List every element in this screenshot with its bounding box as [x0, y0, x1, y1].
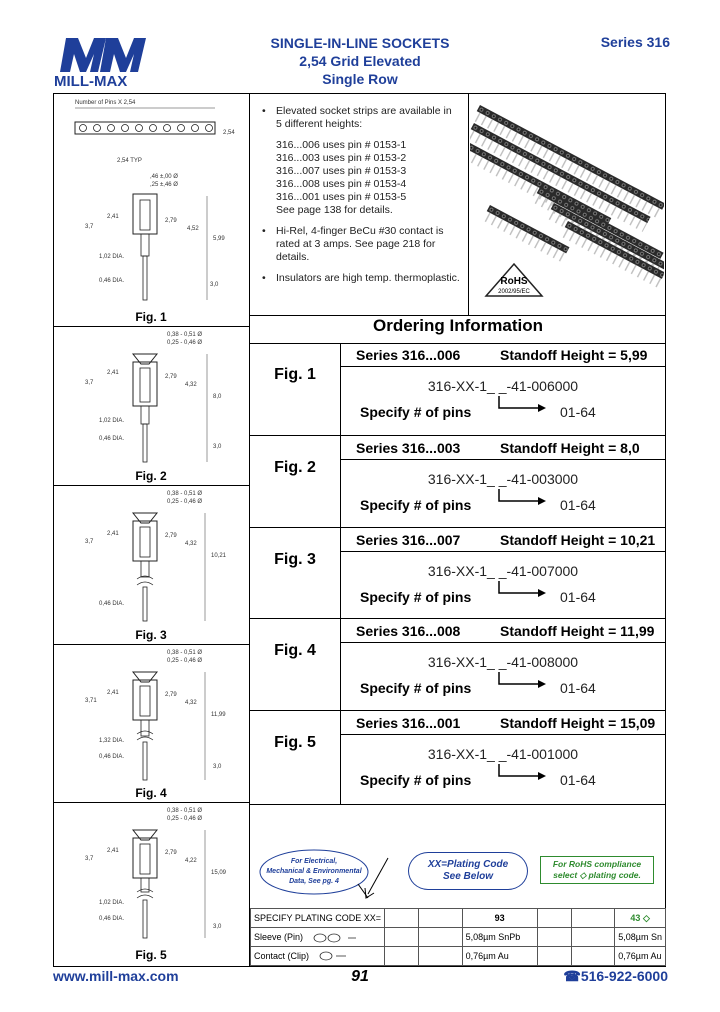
svg-text:MILL-MAX: MILL-MAX — [54, 73, 128, 90]
svg-text:2,54 TYP: 2,54 TYP — [117, 158, 142, 164]
svg-text:0,38 - 0,51 Ø: 0,38 - 0,51 Ø — [167, 808, 203, 814]
series-heading: Series 316 — [600, 34, 670, 50]
plating-header-row: SPECIFY PLATING CODE XX= 93 43 ◇ — [251, 909, 666, 928]
svg-text:0,25 - 0,46 Ø: 0,25 - 0,46 Ø — [167, 340, 203, 346]
svg-text:0,46 DIA.: 0,46 DIA. — [99, 754, 125, 760]
svg-text:RoHS: RoHS — [500, 276, 528, 287]
fig1-drawing — [55, 96, 248, 308]
pin-list: 316...006 uses pin # 0153-1 316...003 uses pin # 0153-2 316...007 uses pin # 0153-3 316...008 uses pin # 0153-4 316...001 uses pin # 0153-5 See page 138 for details. — [276, 139, 407, 216]
svg-text:2,79: 2,79 — [165, 850, 177, 856]
bullet-contact: • Hi-Rel, 4-finger BeCu #30 contact is rated at 3 amps. See page 218 for details. — [258, 225, 468, 264]
order-row-2: Fig. 2 Series 316...003 Standoff Height = 8,0 316-XX-1_ _-41-003000 Specify # of pins 01-64 — [274, 440, 640, 513]
svg-text:2,79: 2,79 — [165, 692, 177, 698]
svg-text:2,41: 2,41 — [107, 848, 119, 854]
svg-text:1,02 DIA.: 1,02 DIA. — [99, 900, 125, 906]
phone-icon: ☎ — [563, 968, 581, 984]
arrow-icon — [498, 672, 548, 690]
svg-text:2,41: 2,41 — [107, 531, 119, 537]
svg-text:0,46 DIA.: 0,46 DIA. — [99, 916, 125, 922]
rohs-badge — [484, 262, 544, 298]
svg-text:,25 ±,46 Ø: ,25 ±,46 Ø — [150, 182, 178, 188]
svg-text:2,41: 2,41 — [107, 214, 119, 220]
svg-text:3,0: 3,0 — [213, 764, 222, 770]
arrow-icon — [362, 856, 392, 900]
website-link[interactable]: www.mill-max.com — [53, 968, 179, 984]
svg-text:0,38 - 0,51 Ø: 0,38 - 0,51 Ø — [167, 332, 203, 338]
svg-text:For Electrical,: For Electrical, — [290, 858, 338, 865]
svg-text:2,54: 2,54 — [223, 130, 235, 136]
order-row-1: Fig. 1 Series 316...006 Standoff Height = 5,99 316-XX-1_ _-41-006000 Specify # of pins 01-64 — [274, 347, 648, 420]
bullet-heights: • Elevated socket strips are available in 5 different heights: — [258, 105, 468, 131]
fig2-drawing — [55, 328, 248, 468]
page-title: SINGLE-IN-LINE SOCKETS 2,54 Grid Elevated Single Row — [270, 35, 450, 87]
svg-text:0,25 - 0,46 Ø: 0,25 - 0,46 Ø — [167, 816, 203, 822]
ordering-title: Ordering Information — [373, 316, 543, 335]
svg-text:2,79: 2,79 — [165, 218, 177, 224]
svg-text:Number of Pins X 2,54: Number of Pins X 2,54 — [75, 100, 136, 106]
plating-sleeve-row: Sleeve (Pin) 5,08µm SnPb 5,08µm Sn — [251, 928, 666, 947]
svg-text:5,99: 5,99 — [213, 236, 225, 242]
order-row-5: Fig. 5 Series 316...001 Standoff Height = 15,09 316-XX-1_ _-41-001000 Specify # of pins 01-64 — [274, 715, 656, 788]
mill-max-logo — [52, 36, 152, 94]
page-number: 91 — [351, 968, 369, 985]
svg-text:3,7: 3,7 — [85, 380, 94, 386]
svg-text:3,7: 3,7 — [85, 224, 94, 230]
svg-text:15,09: 15,09 — [211, 870, 227, 876]
svg-text:4,32: 4,32 — [185, 382, 197, 388]
svg-text:2,41: 2,41 — [107, 370, 119, 376]
phone-number: ☎516-922-6000 — [563, 968, 668, 984]
fig1-label: Fig. 1 — [135, 310, 167, 324]
svg-text:0,38 - 0,51 Ø: 0,38 - 0,51 Ø — [167, 491, 203, 497]
svg-text:3,0: 3,0 — [213, 444, 222, 450]
arrow-icon — [498, 489, 548, 507]
svg-text:3,0: 3,0 — [213, 924, 222, 930]
svg-text:Data, See pg. 4: Data, See pg. 4 — [289, 878, 339, 885]
fig4-label: Fig. 4 — [135, 786, 167, 800]
fig2-label: Fig. 2 — [135, 469, 167, 483]
svg-text:1,02 DIA.: 1,02 DIA. — [99, 418, 125, 424]
plating-code-note: XX=Plating Code See Below — [408, 852, 528, 890]
order-row-4: Fig. 4 Series 316...008 Standoff Height = 11,99 316-XX-1_ _-41-008000 Specify # of pins 01-64 — [274, 623, 655, 696]
svg-text:3,7: 3,7 — [85, 539, 94, 545]
feature-bullets — [258, 105, 468, 293]
fig4-drawing — [55, 646, 248, 784]
svg-text:3,71: 3,71 — [85, 698, 97, 704]
svg-text:1,32 DIA.: 1,32 DIA. — [99, 738, 125, 744]
svg-text:1,02 DIA.: 1,02 DIA. — [99, 254, 125, 260]
svg-text:4,52: 4,52 — [187, 226, 199, 232]
fig5-label: Fig. 5 — [135, 948, 167, 962]
plating-contact-row: Contact (Clip) 0,76µm Au 0,76µm Au — [251, 947, 666, 966]
svg-text:8,0: 8,0 — [213, 394, 222, 400]
svg-text:0,46 DIA.: 0,46 DIA. — [99, 601, 125, 607]
fig3-label: Fig. 3 — [135, 628, 167, 642]
pin-clip-icons — [312, 930, 372, 964]
svg-text:0,46 DIA.: 0,46 DIA. — [99, 436, 125, 442]
svg-text:0,38 - 0,51 Ø: 0,38 - 0,51 Ø — [167, 650, 203, 656]
electrical-note — [258, 848, 370, 900]
svg-text:3,0: 3,0 — [210, 282, 219, 288]
svg-text:2,41: 2,41 — [107, 690, 119, 696]
rohs-compliance-note: For RoHS compliance select ◇ plating code. — [540, 856, 654, 884]
svg-text:11,99: 11,99 — [211, 712, 226, 718]
plating-code-rohs: 43 ◇ — [615, 909, 666, 928]
svg-text:4,22: 4,22 — [185, 858, 197, 864]
svg-text:Mechanical & Environmental: Mechanical & Environmental — [266, 868, 362, 875]
svg-text:2,79: 2,79 — [165, 374, 177, 380]
fig5-drawing — [55, 804, 248, 944]
bullet-insulator: • Insulators are high temp. thermoplastic. — [258, 272, 468, 285]
svg-text:0,46 DIA.: 0,46 DIA. — [99, 278, 125, 284]
arrow-icon — [498, 581, 548, 599]
fig3-drawing — [55, 487, 248, 627]
arrow-icon — [498, 396, 548, 414]
svg-text:2,79: 2,79 — [165, 533, 177, 539]
svg-text:0,25 - 0,46 Ø: 0,25 - 0,46 Ø — [167, 499, 203, 505]
order-row-3: Fig. 3 Series 316...007 Standoff Height = 10,21 316-XX-1_ _-41-007000 Specify # of pins 01-64 — [274, 532, 656, 605]
svg-text:2002/95/EC: 2002/95/EC — [498, 289, 530, 295]
svg-text:3,7: 3,7 — [85, 856, 94, 862]
svg-text:10,21: 10,21 — [211, 553, 227, 559]
svg-text:0,25 - 0,46 Ø: 0,25 - 0,46 Ø — [167, 658, 203, 664]
arrow-icon — [498, 764, 548, 782]
svg-text:,46 ±,00 Ø: ,46 ±,00 Ø — [150, 174, 178, 180]
svg-text:4,32: 4,32 — [185, 541, 197, 547]
svg-text:4,32: 4,32 — [185, 700, 197, 706]
